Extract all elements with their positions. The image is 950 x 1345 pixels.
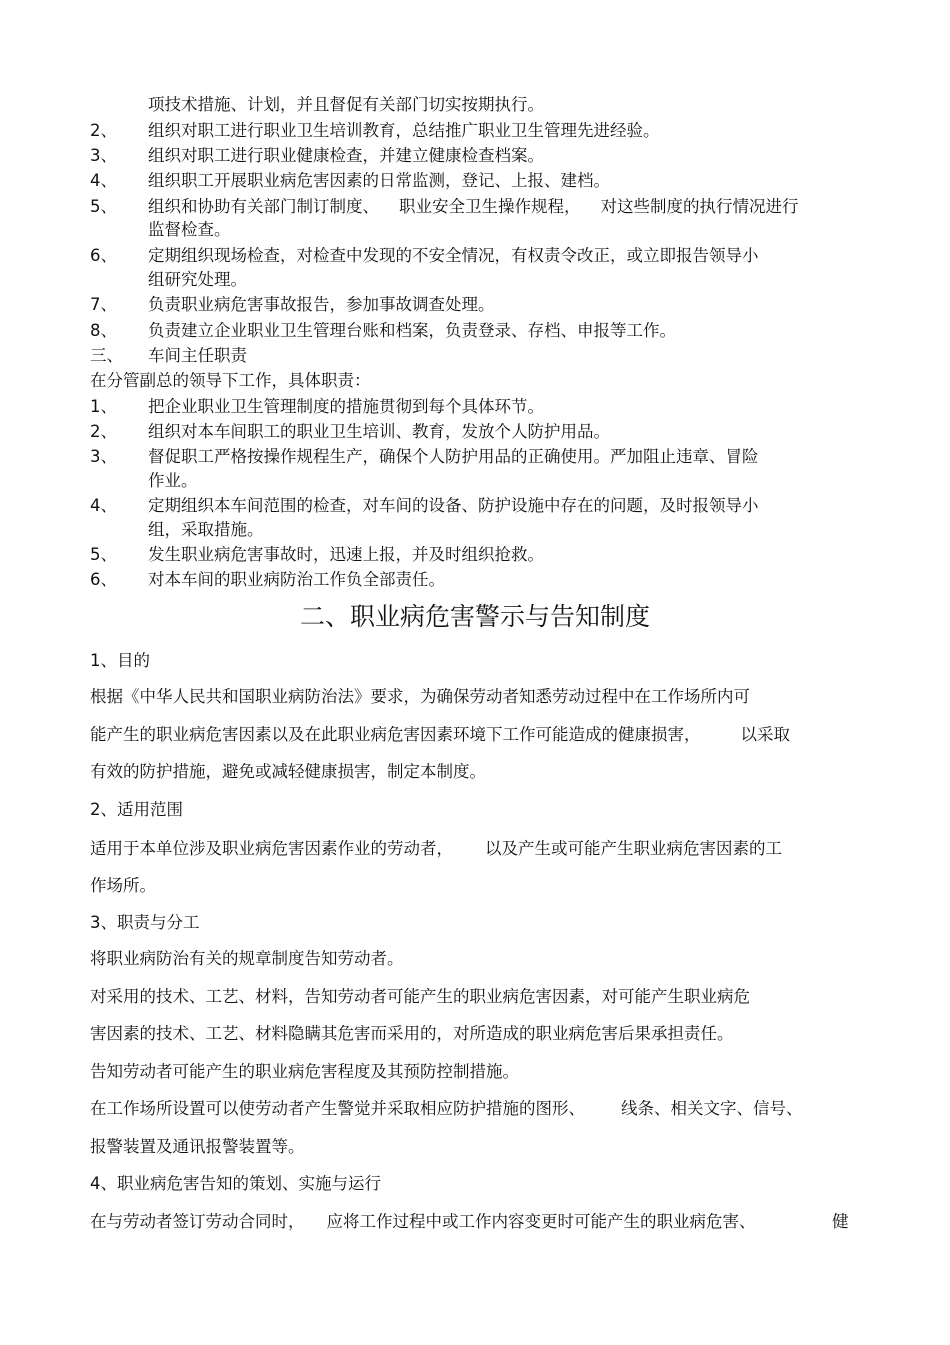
paragraph-line: 有效的防护措施，避免或减轻健康损害，制定本制度。 — [90, 762, 486, 781]
list-item-wrap: 监督检查。 — [148, 220, 231, 239]
paragraph-line — [90, 1098, 803, 1120]
paragraph-line: 根据《中华人民共和国职业病防治法》要求，为确保劳动者知悉劳动过程中在工作场所内可 — [90, 687, 750, 706]
list-number: 7、 — [90, 295, 117, 314]
list-item-text-part: 职业安全卫生操作规程， — [399, 197, 581, 216]
list-item-text-part: 组织和协助有关部门制订制度、 — [148, 197, 379, 216]
paragraph-line: 害因素的技术、工艺、材料隐瞒其危害而采用的，对所造成的职业病危害后果承担责任。 — [90, 1024, 734, 1043]
paragraph-text-part: 在工作场所设置可以使劳动者产生警觉并采取相应防护措施的图形、 — [90, 1099, 585, 1118]
list-number: 3、 — [90, 146, 117, 165]
subheading-purpose: 1、目的 — [90, 651, 150, 670]
paragraph-text-part: 适用于本单位涉及职业病危害因素作业的劳动者， — [90, 839, 453, 858]
document-title: 二、职业病危害警示与告知制度 — [299, 602, 650, 631]
paragraph-line — [90, 1211, 756, 1233]
paragraph-text-part: 在与劳动者签订劳动合同时， — [90, 1212, 305, 1231]
list-number: 3、 — [90, 447, 117, 466]
list-item-wrap: 组，采取措施。 — [148, 520, 264, 539]
paragraph-line: 告知劳动者可能产生的职业病危害程度及其预防控制措施。 — [90, 1062, 519, 1081]
list-item: 把企业职业卫生管理制度的措施贯彻到每个具体环节。 — [148, 397, 544, 416]
paragraph-line: 对采用的技术、工艺、材料，告知劳动者可能产生的职业病危害因素，对可能产生职业病危 — [90, 987, 750, 1006]
list-number: 2、 — [90, 121, 117, 140]
list-item: 组织对本车间职工的职业卫生培训、教育，发放个人防护用品。 — [148, 422, 610, 441]
section-intro: 在分管副总的领导下工作，具体职责： — [90, 371, 371, 390]
list-number: 8、 — [90, 321, 117, 340]
list-item: 组织对职工进行职业卫生培训教育，总结推广职业卫生管理先进经验。 — [148, 121, 660, 140]
subheading-implementation: 4、职业病危害告知的策划、实施与运行 — [90, 1174, 381, 1193]
list-item: 负责建立企业职业卫生管理台账和档案，负责登录、存档、申报等工作。 — [148, 321, 676, 340]
paragraph-text-part: 线条、相关文字、信号、 — [621, 1099, 803, 1118]
list-number: 5、 — [90, 197, 117, 216]
list-item: 定期组织现场检查，对检查中发现的不安全情况，有权责令改正，或立即报告领导小 — [148, 246, 759, 265]
subheading-responsibilities: 3、职责与分工 — [90, 913, 200, 932]
list-number: 4、 — [90, 171, 117, 190]
paragraph-text-part: 应将工作过程中或工作内容变更时可能产生的职业病危害、 — [326, 1212, 756, 1231]
list-item-wrap: 作业。 — [148, 471, 198, 490]
paragraph-line — [90, 724, 790, 746]
paragraph-line: 将职业病防治有关的规章制度告知劳动者。 — [90, 949, 404, 968]
list-item: 组织对职工进行职业健康检查，并建立健康检查档案。 — [148, 146, 544, 165]
list-number: 1、 — [90, 397, 117, 416]
list-item: 督促职工严格按操作规程生产，确保个人防护用品的正确使用。严加阻止违章、冒险 — [148, 447, 759, 466]
list-item — [148, 196, 799, 218]
list-item: 对本车间的职业病防治工作负全部责任。 — [148, 570, 445, 589]
list-item: 组织职工开展职业病危害因素的日常监测，登记、上报、建档。 — [148, 171, 610, 190]
list-item-continuation: 项技术措施、计划，并且督促有关部门切实按期执行。 — [148, 95, 544, 114]
list-number: 5、 — [90, 545, 117, 564]
list-item-wrap: 组研究处理。 — [148, 270, 247, 289]
list-item-text-part: 对这些制度的执行情况进行 — [600, 197, 799, 216]
list-number: 4、 — [90, 496, 117, 515]
paragraph-text-part: 以采取 — [740, 725, 790, 744]
list-item: 定期组织本车间范围的检查，对车间的设备、防护设施中存在的问题，及时报领导小 — [148, 496, 759, 515]
paragraph-line — [90, 838, 782, 860]
paragraph-line: 作场所。 — [90, 876, 156, 895]
paragraph-text-part: 以及产生或可能产生职业病危害因素的工 — [485, 839, 782, 858]
list-number: 2、 — [90, 422, 117, 441]
section-heading: 车间主任职责 — [148, 346, 247, 365]
paragraph-text-part: 能产生的职业病危害因素以及在此职业病危害因素环境下工作可能造成的健康损害， — [90, 725, 701, 744]
paragraph-text-part: 健 — [832, 1212, 849, 1231]
list-number: 6、 — [90, 246, 117, 265]
paragraph-line: 报警装置及通讯报警装置等。 — [90, 1137, 305, 1156]
subheading-scope: 2、适用范围 — [90, 800, 183, 819]
list-item: 发生职业病危害事故时，迅速上报，并及时组织抢救。 — [148, 545, 544, 564]
list-item: 负责职业病危害事故报告，参加事故调查处理。 — [148, 295, 495, 314]
list-number: 6、 — [90, 570, 117, 589]
section-number: 三、 — [90, 346, 123, 365]
